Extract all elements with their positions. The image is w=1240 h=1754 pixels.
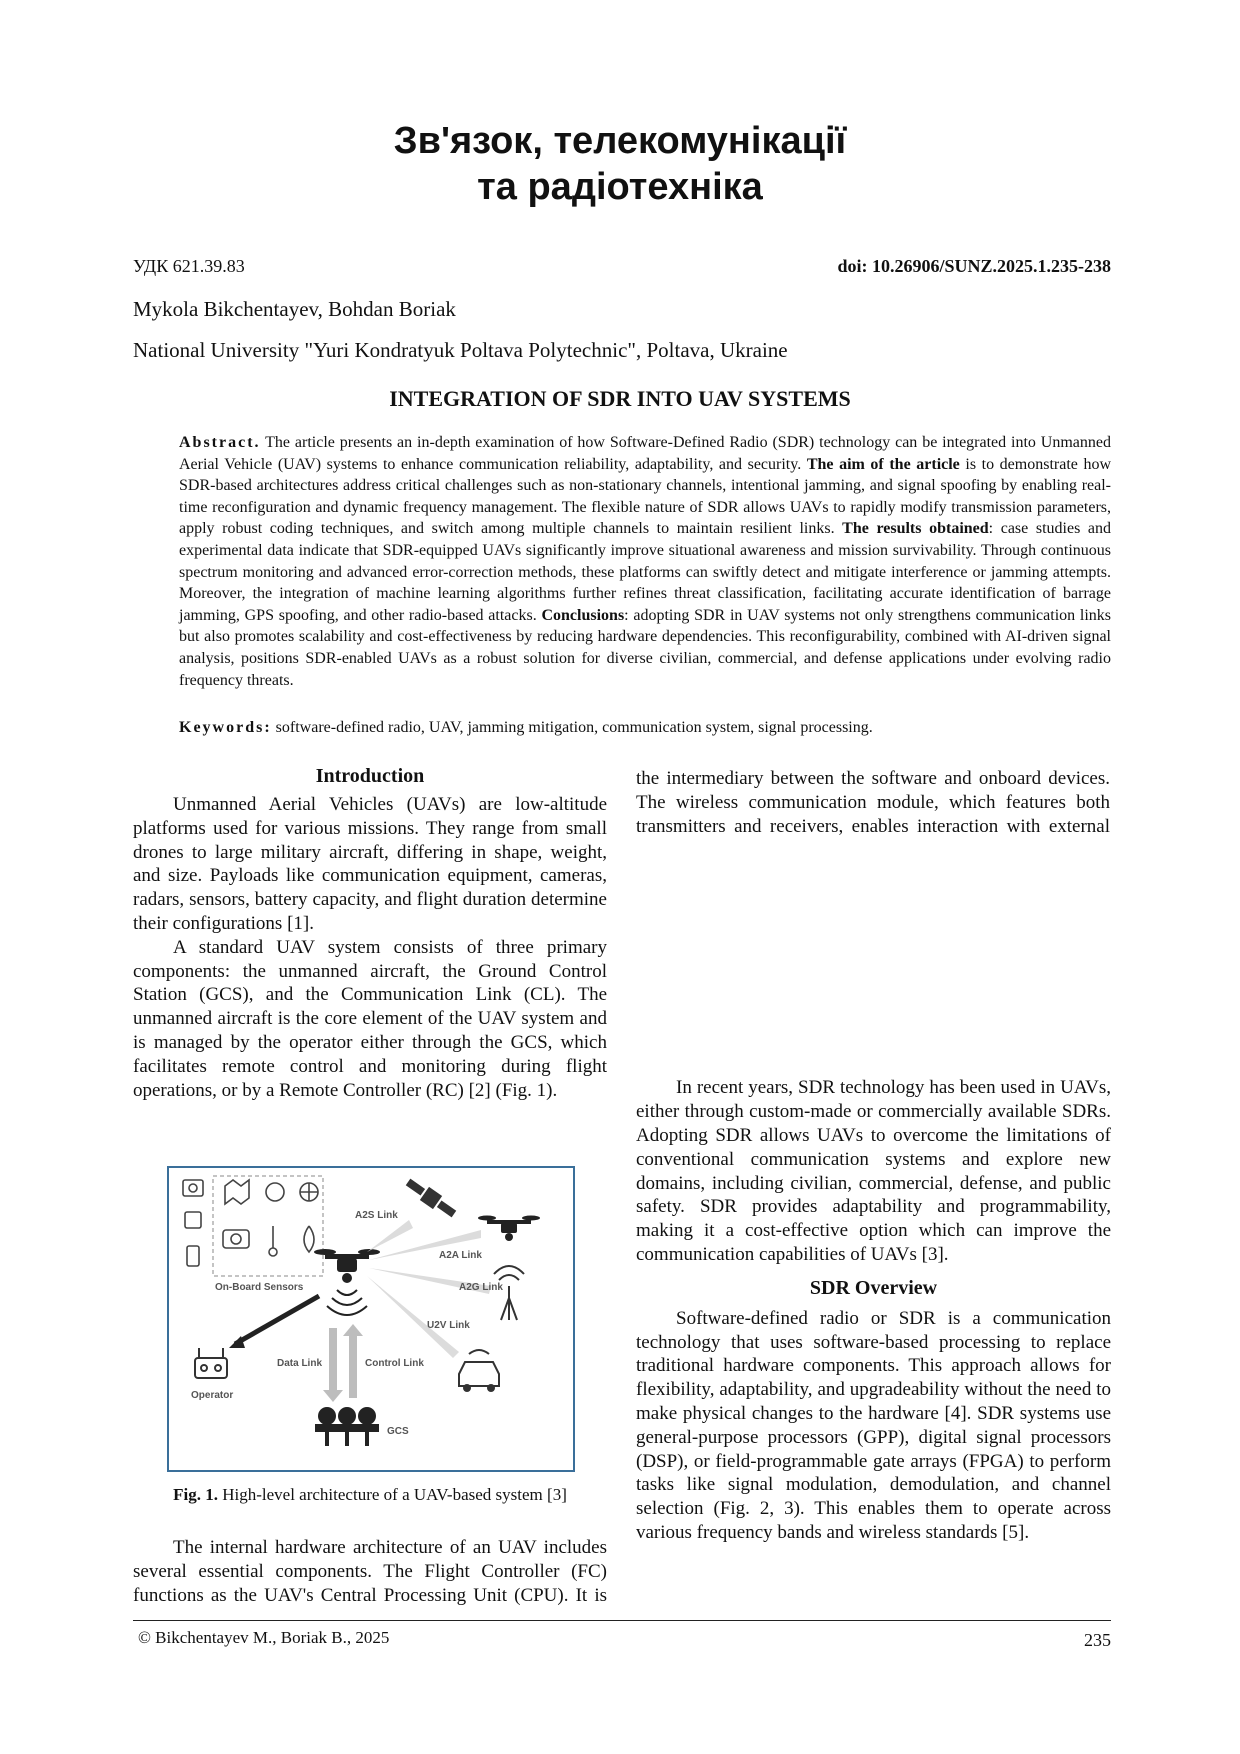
- journal-title-line2: та радіотехніка: [477, 166, 763, 208]
- footer-copyright: © Bikchentayev M., Boriak B., 2025: [138, 1628, 390, 1647]
- left-column-top: [133, 763, 607, 1102]
- satellite-icon: [403, 1175, 458, 1220]
- authors: Mykola Bikchentayev, Bohdan Boriak: [133, 297, 456, 321]
- figure-1: [167, 1166, 575, 1472]
- battery-icon: [187, 1246, 199, 1266]
- data-control-arrows: [323, 1324, 363, 1402]
- abstract-part2: is to demonstrate how SDR-based architectures address critical challenges such as non-stationary channels, intentional jamming, and signal spoofing by enabling real-time reconfiguration and dynamic frequency management. The flexible nature of SDR allows UAVs to rapidly modify transmission parameters, apply robust coding techniques, and switch among multiple channels to maintain resilient links.: [179, 455, 1112, 538]
- sdr-overview-heading: SDR Overview: [809, 1276, 938, 1299]
- uav-center-icon: [314, 1249, 380, 1283]
- abstract-part1: The article presents an in-depth examination of how Software-Defined Radio (SDR) technology can be integrated into Unmanned Aerial Vehicle (UAV) systems to enhance communication reliability, adaptability, and security.: [179, 434, 1111, 473]
- intro-paragraph-4: In recent years, SDR technology has been used in UAVs, either through custom-made or commercially available SDRs. Adopting SDR allows UAVs to overcome the limitations of conventional communication systems and explore new domains, including civilian, commercial, defense, and public safety. SDR provides adaptability and programmability, making it a cost-effective option which can improve the communication capabilities of UAVs [3].: [636, 1077, 1111, 1265]
- intro-paragraph-1: Unmanned Aerial Vehicles (UAVs) are low-altitude platforms used for various missions. They range from small drones to large military aircraft, differing in shape, weight, and size. Payloads like communication equipment, cameras, radars, sensors, battery capacity, and flight duration determine their configurations [1].: [133, 794, 607, 934]
- affiliation: National University "Yuri Kondratyuk Poltava Polytechnic", Poltava, Ukraine: [133, 338, 788, 362]
- right-column-spacer: [636, 767, 1111, 838]
- intro-paragraph-3-continued: the intermediary between the software and onboard devices. The wireless communication module, which features both transmitters and receivers, enables interaction with external: [636, 768, 1110, 837]
- operator-controller-icon: [195, 1348, 227, 1378]
- label-a2s-link: A2S Link: [355, 1210, 398, 1221]
- sdr-paragraph-1: Software-defined radio or SDR is a communication technology that uses software-based processing to replace traditional hardware components. This approach allows for flexibility, adaptability, and upgradeability without the need to make physical changes to the hardware [4]. SDR systems use general-purpose processors (GPP), digital signal processors (DSP), or field-programmable gate arrays (FPGA) to perform tasks like signal modulation, demodulation, and channel selection (Fig. 2, 3). This enables them to operate across various frequency bands and wireless standards [5].: [636, 1307, 1111, 1543]
- left-column-bottom: [133, 1536, 607, 1608]
- drone-right-icon: [478, 1216, 540, 1242]
- keywords-text: software-defined radio, UAV, jamming mitigation, communication system, signal processing.: [271, 719, 873, 736]
- figure-1-caption-text: High-level architecture of a UAV-based system [3]: [217, 1485, 567, 1504]
- footer-rule: [133, 1620, 1111, 1621]
- label-control-link: Control Link: [365, 1358, 424, 1369]
- humidity-icon: [304, 1226, 314, 1252]
- label-u2v-link: U2V Link: [427, 1320, 470, 1331]
- sensors-dashed-box: [213, 1176, 323, 1276]
- gear-icon: [189, 1184, 197, 1192]
- abstract-part3: : case studies and experimental data indicate that SDR-equipped UAVs significantly improve situational awareness and mission survivability. Through continuous spectrum monitoring and advanced error-correction methods, these platforms can swiftly detect and mitigate interference or jamming attempts. Moreover, the integration of machine learning algorithms further refines threat classification, facilitating accurate identification of barrage jamming, GPS spoofing, and other radio-based attacks.: [179, 520, 1112, 624]
- label-operator: Operator: [191, 1390, 234, 1401]
- chip-icon: [185, 1212, 201, 1228]
- abstract-results-label: The results obtained: [842, 520, 989, 538]
- operator-link-arrow: [229, 1296, 319, 1348]
- abstract-label: Abstract.: [179, 434, 261, 451]
- cell-tower-icon: [494, 1266, 524, 1320]
- gcs-icon: [315, 1407, 379, 1446]
- uav-signal-waves: [327, 1290, 367, 1315]
- label-a2g-link: A2G Link: [459, 1282, 503, 1293]
- keywords-label: Keywords:: [179, 719, 272, 736]
- right-column: [636, 767, 1111, 1545]
- figure-1-caption-label: Fig. 1.: [173, 1485, 218, 1504]
- introduction-heading: Introduction: [315, 765, 425, 787]
- car-icon: [459, 1350, 499, 1391]
- radar-icon: [266, 1183, 284, 1201]
- journal-title-line1: Зв'язок, телекомунікації: [393, 120, 847, 162]
- abstract-conclusions-label: Conclusions: [541, 606, 625, 624]
- abstract-aim-label: The aim of the article: [806, 455, 960, 473]
- abstract: [179, 432, 1111, 691]
- monitor-icon: [183, 1180, 203, 1196]
- page-number: 235: [1084, 1630, 1111, 1650]
- map-icon: [225, 1180, 249, 1204]
- journal-title: [0, 118, 1240, 210]
- intro-paragraph-3-start: The internal hardware architecture of an UAV includes several essential components. The Flight Controller (FC) functions as the UAV's Central Processing Unit (CPU). It is: [133, 1537, 607, 1606]
- camera-icon: [223, 1230, 249, 1248]
- label-gcs: GCS: [387, 1426, 409, 1437]
- abstract-part4: : adopting SDR in UAV systems not only strengthens communication links but also promotes scalability and cost-effectiveness by reducing hardware dependencies. This reconfigurability, combined with AI-driven signal analysis, positions SDR-enabled UAVs as a robust solution for diverse civilian, commercial, and defense applications under evolving radio frequency threats.: [179, 606, 1112, 689]
- label-data-link: Data Link: [277, 1358, 323, 1369]
- label-onboard-sensors: On-Board Sensors: [215, 1282, 304, 1293]
- uav-architecture-diagram: [169, 1168, 573, 1470]
- label-a2a-link: A2A Link: [439, 1250, 482, 1261]
- intro-paragraph-2: A standard UAV system consists of three primary components: the unmanned aircraft, the Ground Control Station (GCS), and the Communication Link (CL). The unmanned aircraft is the core element of the UAV system and is managed by the operator either through the GCS, which facilitates remote control and monitoring during flight operations, or by a Remote Controller (RC) [2] (Fig. 1).: [133, 936, 607, 1101]
- udk-code: УДК 621.39.83: [133, 256, 245, 276]
- article-title: INTEGRATION OF SDR INTO UAV SYSTEMS: [389, 386, 851, 411]
- sensor-icons: [183, 1180, 318, 1266]
- doi: doi: 10.26906/SUNZ.2025.1.235-238: [837, 256, 1111, 276]
- keywords: [179, 717, 1111, 738]
- right-column-spacer-2: [636, 838, 1111, 1076]
- figure-1-caption: [133, 1484, 607, 1506]
